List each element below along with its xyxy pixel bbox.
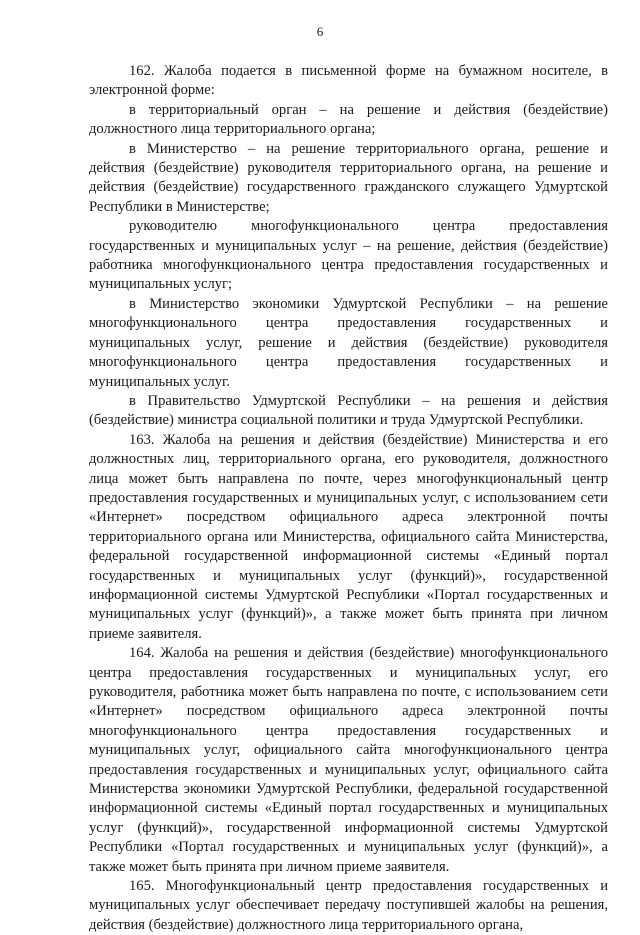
paragraph-164: 164. Жалоба на решения и действия (бездействие) многофункционального центра предоставления государственных и муниципальных услуг, его руководителя, работника может быть направлена по почте, с использованием сети «Интернет» посредством официального адреса электронной почты многофункционального центра предоставления государственных и муниципальных услуг, официального сайта многофункционального центра предоставления государственных и муниципальных услуг, официального сайта Министерства экономики Удмуртской Республики, федеральной государственной информационной системы «Единый портал государственных и муниципальных услуг (функций)», государственной информационной системы Удмуртской Республики «Портал государственных и муниципальных услуг (функций)», а также может быть принята при личном приеме заявителя. <box>89 645 608 875</box>
page-number: 6 <box>316 24 324 39</box>
paragraph-162-economy-ministry: в Министерство экономики Удмуртской Республики – на решение многофункционального центра предоставления государственных и муниципальных услуг, решение и действия (бездействие) руководителя многофункционального центра предоставления государственных и муниципальных услуг. <box>89 295 608 390</box>
paragraph-162-government: в Правительство Удмуртской Республики – на решения и действия (бездействие) министра социальной политики и труда Удмуртской Республики. <box>89 392 608 429</box>
paragraph-165: 165. Многофункциональный центр предоставления государственных и муниципальных услуг обеспечивает передачу поступившей жалобы на решения, действия (бездействие) должностного лица территориального органа, <box>89 878 608 933</box>
paragraph-162-territorial-organ: в территориальный орган – на решение и действия (бездействие) должностного лица территориального органа; <box>89 101 608 138</box>
paragraph-162-ministry: в Министерство – на решение территориального органа, решение и действия (бездействие) руководителя территориального органа, на решение и действия (бездействие) государственного гражданского служащего Удмуртской Республики в Министерстве; <box>89 140 608 215</box>
document-body <box>89 62 608 935</box>
paragraph-162-intro: 162. Жалоба подается в письменной форме на бумажном носителе, в электронной форме: <box>89 63 608 99</box>
paragraph-162-mfc-head: руководителю многофункционального центра предоставления государственных и муниципальных услуг – на решение, действия (бездействие) работника многофункционального центра предоставления государственных и муниципальных услуг; <box>89 218 608 293</box>
paragraph-163: 163. Жалоба на решения и действия (бездействие) Министерства и его должностных лиц, территориального органа, его руководителя, должностного лица может быть направлена по почте, через многофункциональный центр предоставления государственных и муниципальных услуг, с использованием сети «Интернет» посредством официального адреса электронной почты территориального органа или Министерства, официального сайта Министерства, федеральной государственной информационной системы «Единый портал государственных и муниципальных услуг (функций)», государственной информационной системы Удмуртской Республики «Портал государственных и муниципальных услуг (функций)», а также может быть принята при личном приеме заявителя. <box>89 431 608 642</box>
